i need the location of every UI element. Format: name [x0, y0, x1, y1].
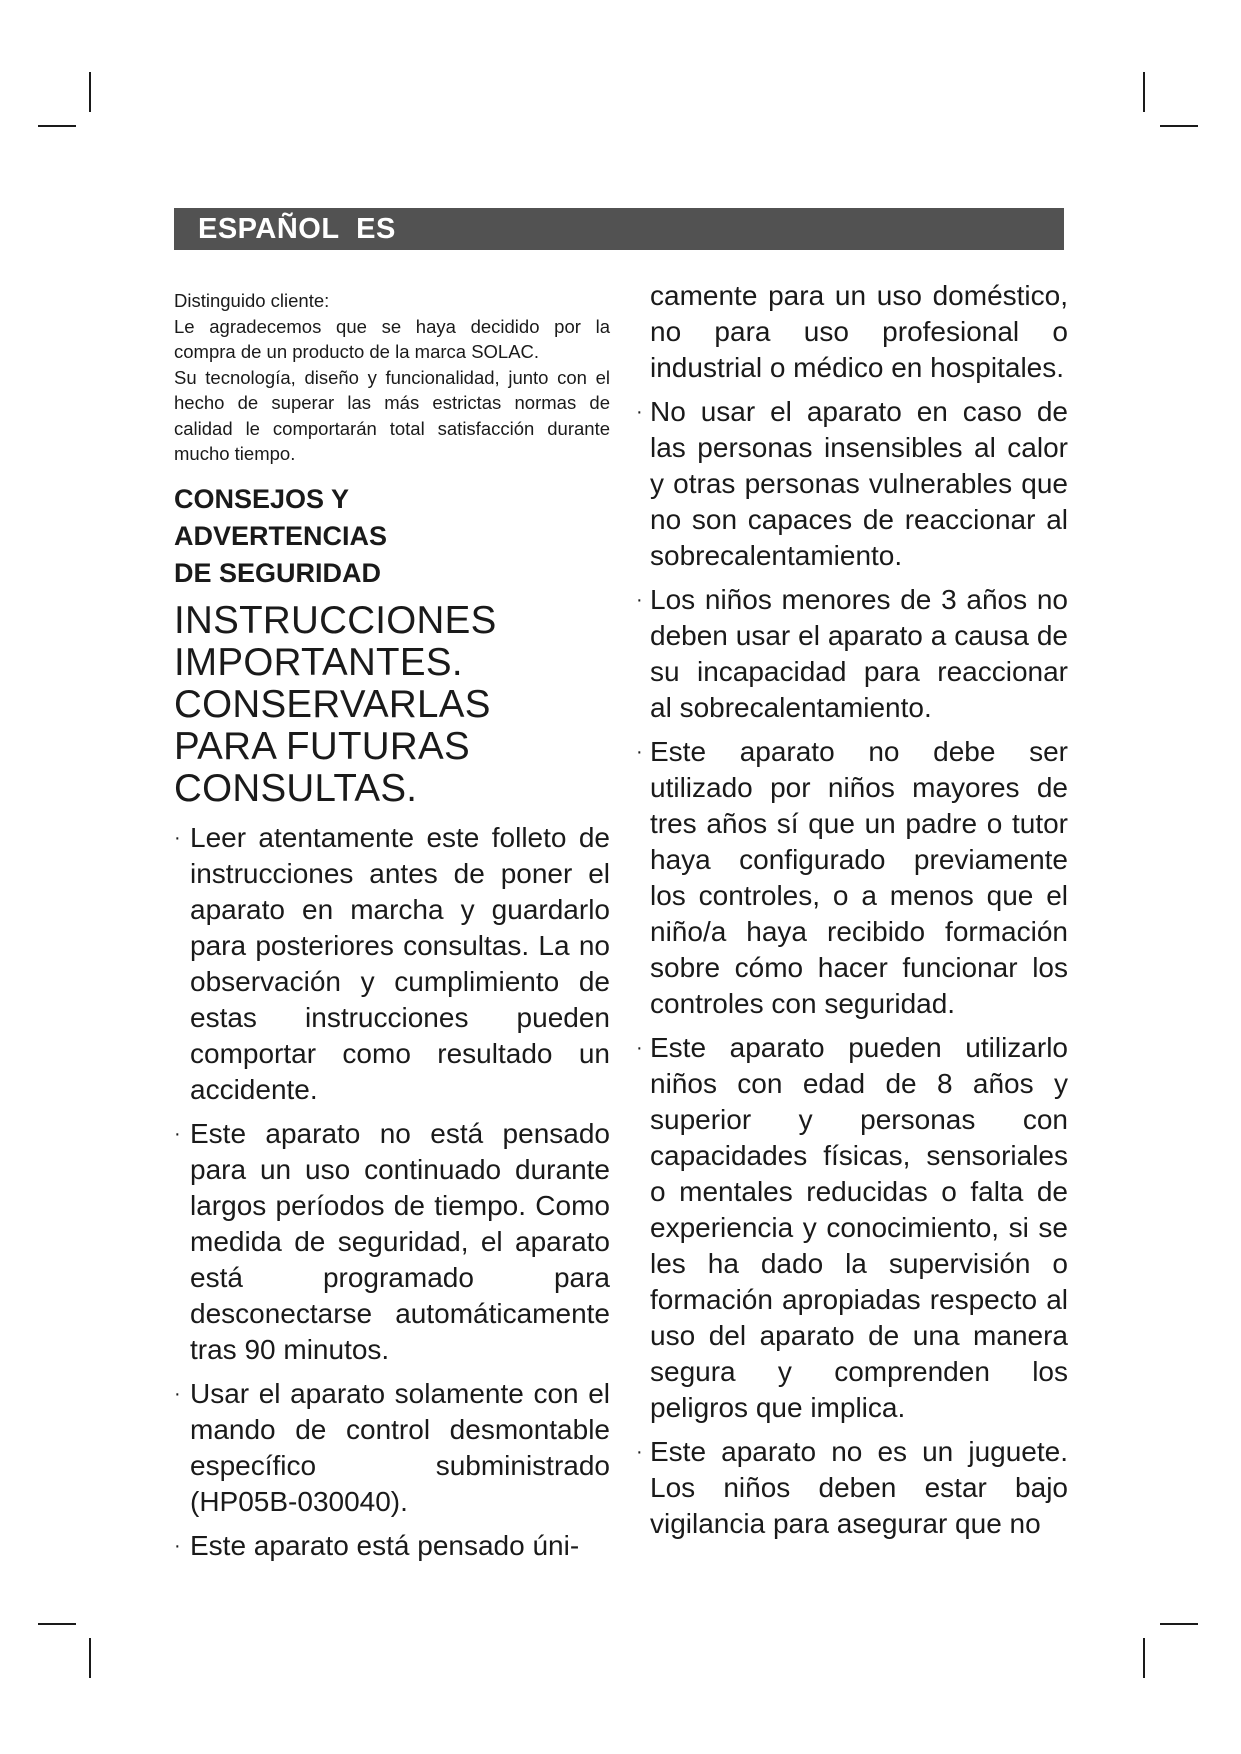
- list-item-text: Este aparato pueden utilizarlo niños con edad de 8 años y superior y personas con capacidades físicas, sensoriales o mentales reducidas o falta de experiencia y conocimiento, si se les ha dado la supervisión o formación apropiadas respecto al uso del aparato de una manera segura y comprenden los peligros que implica.: [650, 1032, 1068, 1423]
- title-line: CONSULTAS.: [174, 766, 418, 810]
- left-column: [174, 288, 610, 1572]
- language-header-title: ESPAÑOL ES: [198, 213, 396, 245]
- title-line: IMPORTANTES.: [174, 640, 463, 684]
- bullet-dot: ·: [174, 1382, 181, 1405]
- crop-mark-bottom-right-horizontal: [1160, 1623, 1198, 1625]
- right-safety-list: [636, 394, 1068, 1542]
- title-line: PARA FUTURAS: [174, 724, 470, 768]
- title-line: INSTRUCCIONES: [174, 598, 497, 642]
- bullet-dot: ·: [636, 401, 643, 423]
- list-item: [636, 1434, 1068, 1542]
- intro-paragraph-1: Le agradecemos que se haya decidido por la compra de un producto de la marca SOLAC.: [174, 315, 610, 362]
- list-item-text: Este aparato no es un juguete. Los niños deben estar bajo vigilancia para asegurar que no: [650, 1436, 1068, 1539]
- list-item-text: Usar el aparato solamente con el mando de control desmontable específico subministrado (HP05B-030040).: [190, 1377, 610, 1517]
- bullet-dot: ·: [636, 1037, 643, 1059]
- bullet-dot: ·: [174, 826, 181, 849]
- list-item: [174, 1376, 610, 1520]
- bullet-dot: ·: [636, 741, 643, 763]
- intro-paragraph-2: Su tecnología, diseño y funcionalidad, junto con el hecho de superar las más estrictas normas de calidad le comportarán total satisfacción durante mucho tiempo.: [174, 366, 610, 464]
- list-item: [174, 1116, 610, 1368]
- list-item-text: Leer atentamente este folleto de instrucciones antes de poner el aparato en marcha y guardarlo para posteriores consultas. La no observación y cumplimiento de estas instrucciones pueden comportar como resultado un accidente.: [190, 821, 610, 1105]
- right-column: [636, 278, 1068, 1550]
- safety-section-heading: [174, 481, 610, 592]
- intro-greeting: Distinguido cliente:: [174, 290, 330, 311]
- bullet-dot: ·: [636, 589, 643, 611]
- crop-mark-top-right-horizontal: [1160, 125, 1198, 127]
- bullet-dot: ·: [636, 1441, 643, 1463]
- list-item-text: Este aparato no debe ser utilizado por niños mayores de tres años sí que un padre o tutor haya configurado previamente los controles, o a menos que el niño/a haya recibido formación sobre cómo hacer funcionar los controles con seguridad.: [650, 736, 1068, 1019]
- language-header-band: [174, 208, 1064, 250]
- crop-mark-bottom-left-vertical: [89, 1638, 91, 1678]
- list-item: [174, 820, 610, 1108]
- list-item: [174, 1528, 610, 1564]
- title-line: CONSERVARLAS: [174, 682, 491, 726]
- list-item: [636, 1030, 1068, 1426]
- crop-mark-top-right-vertical: [1143, 72, 1145, 112]
- crop-mark-top-left-vertical: [89, 72, 91, 112]
- continued-text: camente para un uso doméstico, no para uso profesional o industrial o médico en hospitales.: [650, 280, 1068, 383]
- safety-heading-line: CONSEJOS Y: [174, 483, 350, 514]
- list-item: [636, 734, 1068, 1022]
- list-item: [636, 582, 1068, 726]
- list-item-text: No usar el aparato en caso de las personas insensibles al calor y otras personas vulnerables que no son capaces de reaccionar al sobrecalentamiento.: [650, 396, 1068, 571]
- crop-mark-bottom-right-vertical: [1143, 1638, 1145, 1678]
- list-item: [636, 394, 1068, 574]
- left-safety-list: [174, 820, 610, 1564]
- safety-heading-line: ADVERTENCIAS: [174, 520, 388, 551]
- list-item-text: Este aparato no está pensado para un uso continuado durante largos períodos de tiempo. Como medida de seguridad, el aparato está programado para desconectarse automáticamente tras 90 minutos.: [190, 1117, 610, 1365]
- important-instructions-title: [174, 600, 610, 810]
- bullet-dot: ·: [174, 1534, 181, 1557]
- list-item-text: Los niños menores de 3 años no deben usar el aparato a causa de su incapacidad para reaccionar al sobrecalentamiento.: [650, 584, 1068, 723]
- bullet-dot: ·: [174, 1122, 181, 1145]
- crop-mark-bottom-left-horizontal: [38, 1623, 76, 1625]
- list-item-text: Este aparato está pensado úni-: [190, 1529, 580, 1561]
- intro-text: [174, 288, 610, 467]
- safety-heading-line: DE SEGURIDAD: [174, 557, 382, 588]
- crop-mark-top-left-horizontal: [38, 125, 76, 127]
